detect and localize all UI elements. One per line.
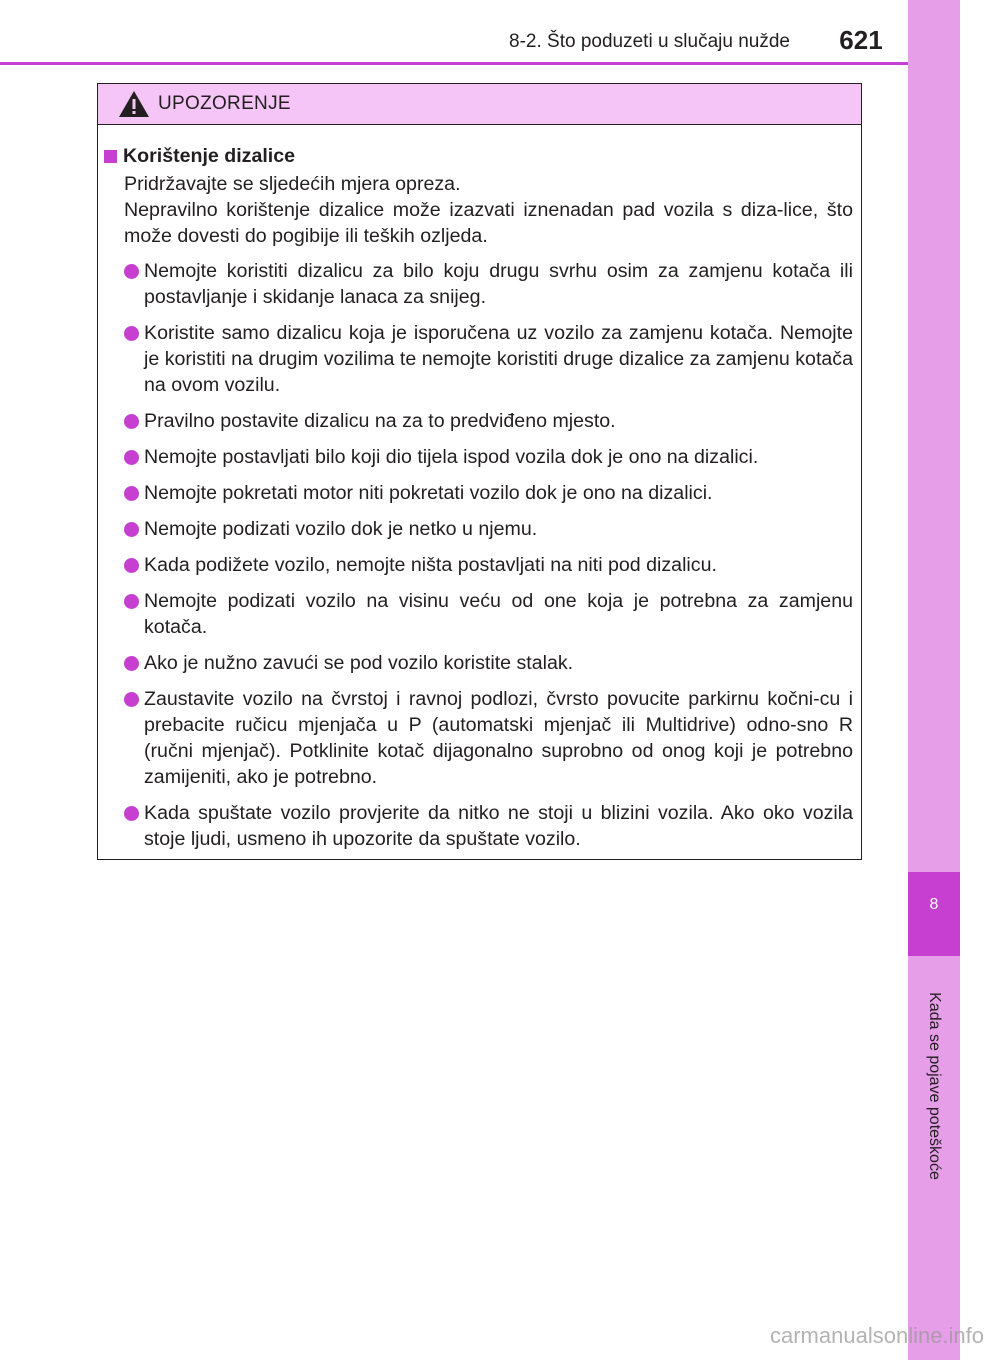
circle-bullet-icon	[124, 264, 139, 279]
circle-bullet-icon	[124, 486, 139, 501]
side-tab-upper	[908, 0, 960, 872]
list-item-text: Nemojte postavljati bilo koji dio tijela ispod vozila dok je ono na dizalici.	[144, 446, 759, 468]
circle-bullet-icon	[124, 558, 139, 573]
warning-triangle-icon	[118, 90, 150, 118]
list-item	[104, 552, 853, 578]
warning-box	[97, 83, 862, 860]
list-item-text: Nemojte podizati vozilo na visinu veću od one koja je potrebna za zamjenu kotača.	[144, 590, 853, 638]
chapter-title-label: Kada se pojave poteškoće	[926, 992, 943, 1180]
section-title-text: Korištenje dizalice	[123, 145, 296, 167]
intro-line: Pridržavajte se sljedećih mjera opreza.	[124, 173, 461, 195]
list-item-text: Nemojte podizati vozilo dok je netko u njemu.	[144, 518, 538, 540]
list-item	[104, 588, 853, 640]
list-item-text: Nemojte koristiti dizalicu za bilo koju drugu svrhu osim za zamjenu kotača ili postavljanje i skidanje lanaca za snijeg.	[144, 260, 853, 308]
list-item	[104, 650, 853, 676]
warning-header	[98, 84, 861, 125]
list-item-text: Nemojte pokretati motor niti pokretati vozilo dok je ono na dizalici.	[144, 482, 713, 504]
list-item-text: Kada spuštate vozilo provjerite da nitko ne stoji u blizini vozila. Ako oko vozila stoje ljudi, usmeno ih upozorite da spuštate vozilo.	[144, 802, 853, 850]
chapter-number-tab: 8	[908, 872, 960, 956]
intro-text	[104, 171, 853, 249]
circle-bullet-icon	[124, 692, 139, 707]
square-bullet-icon	[104, 150, 117, 163]
list-item-text: Koristite samo dizalicu koja je isporučena uz vozilo za zamjenu kotača. Nemojte je koristiti na drugim vozilima te nemojte koristiti druge dizalice za zamjenu kotača na ovom vozilu.	[144, 322, 853, 396]
warning-body	[98, 125, 861, 852]
section-title	[104, 143, 853, 169]
section-heading: 8-2. Što poduzeti u slučaju nužde	[509, 31, 790, 52]
list-item	[104, 686, 853, 790]
circle-bullet-icon	[124, 522, 139, 537]
circle-bullet-icon	[124, 656, 139, 671]
list-item	[104, 800, 853, 852]
page-number: 621	[839, 25, 883, 55]
list-item-text: Pravilno postavite dizalicu na za to predviđeno mjesto.	[144, 410, 616, 432]
circle-bullet-icon	[124, 414, 139, 429]
list-item	[104, 258, 853, 310]
watermark: carmanualsonline.info	[770, 1323, 984, 1348]
list-item	[104, 408, 853, 434]
list-item	[104, 320, 853, 398]
circle-bullet-icon	[124, 806, 139, 821]
circle-bullet-icon	[124, 450, 139, 465]
list-item	[104, 444, 853, 470]
list-item	[104, 516, 853, 542]
list-item-text: Zaustavite vozilo na čvrstoj i ravnoj podlozi, čvrsto povucite parkirnu kočni-cu i prebacite ručicu mjenjača u P (automatski mjenjač ili Multidrive) odno-sno R (ručni mjenjač). Potklinite kotač dijagonalno suprobno od onog koji je potrebno zamijeniti, ako je potrebno.	[144, 688, 853, 788]
list-item-text: Kada podižete vozilo, nemojte ništa postavljati na niti pod dizalicu.	[144, 554, 717, 576]
list-item	[104, 480, 853, 506]
intro-line: Nepravilno korištenje dizalice može izazvati iznenadan pad vozila s diza-lice, što može dovesti do pogibije ili teških ozljeda.	[124, 199, 853, 247]
warning-title: UPOZORENJE	[158, 93, 291, 114]
header-rule	[0, 62, 908, 65]
circle-bullet-icon	[124, 326, 139, 341]
list-item-text: Ako je nužno zavući se pod vozilo koristite stalak.	[144, 652, 574, 674]
circle-bullet-icon	[124, 594, 139, 609]
precautions-list	[104, 258, 853, 852]
